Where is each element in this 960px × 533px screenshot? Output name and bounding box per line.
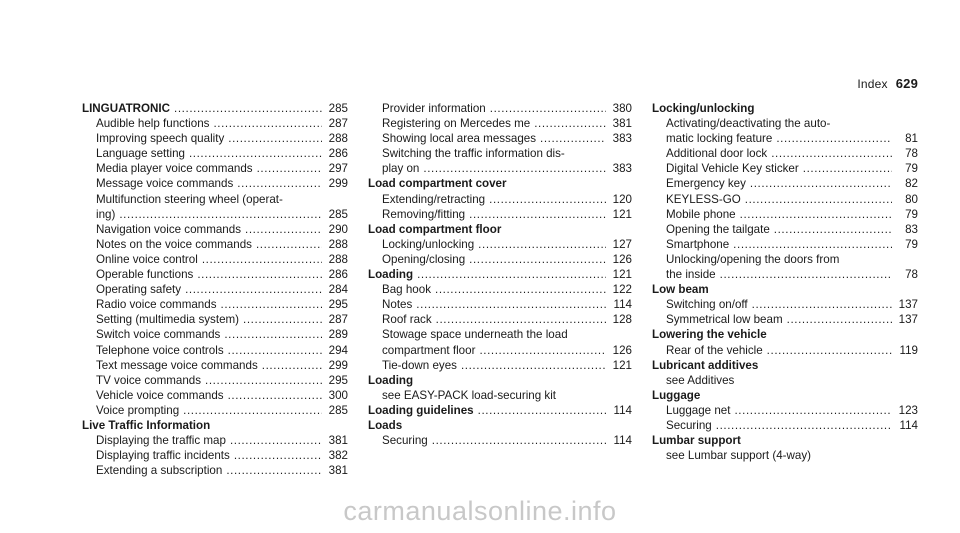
- dot-leader: [226, 463, 322, 478]
- entry-text: Showing local area messages: [382, 132, 537, 146]
- dot-leader: [479, 343, 606, 358]
- entry-page-number: 383: [612, 162, 632, 176]
- entry-page-number: 122: [612, 283, 632, 297]
- index-heading: [368, 373, 632, 388]
- entry-page-number: 286: [328, 147, 348, 161]
- index-entry: [82, 312, 348, 327]
- entry-text: Operable functions: [96, 268, 194, 282]
- entry-text: Media player voice commands: [96, 162, 253, 176]
- index-entry: [368, 297, 632, 312]
- entry-page-number: 383: [612, 132, 632, 146]
- entry-text: see Lumbar support (4-way): [666, 449, 811, 463]
- entry-text: play on: [382, 162, 420, 176]
- dot-leader: [228, 343, 322, 358]
- index-entry: [82, 207, 348, 222]
- dot-leader: [205, 373, 322, 388]
- entry-page-number: 288: [328, 132, 348, 146]
- entry-page-number: 79: [905, 162, 918, 176]
- header-title: Index: [857, 77, 888, 91]
- entry-text: Low beam: [652, 283, 709, 297]
- entry-text: Smartphone: [666, 237, 730, 251]
- index-heading: [82, 101, 348, 116]
- entry-text: Live Traffic Information: [82, 418, 211, 432]
- index-entry: [652, 403, 918, 418]
- index-entry: [652, 237, 918, 252]
- entry-text: Audible help functions: [96, 117, 210, 131]
- entry-page-number: 381: [612, 117, 632, 131]
- index-heading: [652, 101, 918, 116]
- dot-leader: [734, 403, 892, 418]
- index-column-2: [368, 101, 632, 448]
- entry-page-number: 285: [328, 403, 348, 417]
- index-heading: [652, 358, 918, 373]
- index-entry: [652, 267, 918, 282]
- entry-page-number: 297: [328, 162, 348, 176]
- dot-leader: [417, 267, 606, 282]
- index-heading: [652, 327, 918, 342]
- dot-leader: [489, 192, 606, 207]
- index-entry: [368, 433, 632, 448]
- index-entry: [368, 388, 632, 403]
- dot-leader: [771, 146, 892, 161]
- entry-text: Online voice control: [96, 252, 198, 266]
- dot-leader: [461, 358, 606, 373]
- dot-leader: [213, 116, 322, 131]
- entry-text: compartment floor: [382, 343, 476, 357]
- entry-text: Switching on/off: [666, 298, 748, 312]
- entry-text: Luggage net: [666, 403, 731, 417]
- dot-leader: [262, 358, 322, 373]
- entry-page-number: 126: [612, 343, 632, 357]
- entry-text: Rear of the vehicle: [666, 343, 763, 357]
- entry-text: Opening the tailgate: [666, 222, 770, 236]
- index-entry: [368, 161, 632, 176]
- entry-text: Bag hook: [382, 283, 431, 297]
- entry-page-number: 287: [328, 313, 348, 327]
- index-entry: [82, 403, 348, 418]
- entry-text: Loads: [368, 418, 403, 432]
- dot-leader: [469, 207, 606, 222]
- dot-leader: [478, 403, 606, 418]
- dot-leader: [119, 207, 322, 222]
- entry-page-number: 288: [328, 252, 348, 266]
- entry-text: Opening/closing: [382, 252, 466, 266]
- index-entry: [368, 282, 632, 297]
- dot-leader: [767, 343, 892, 358]
- index-entry: [368, 237, 632, 252]
- dot-leader: [257, 161, 322, 176]
- entry-page-number: 381: [328, 434, 348, 448]
- entry-text: Load compartment floor: [368, 222, 502, 236]
- index-entry: [368, 146, 632, 161]
- entry-page-number: 78: [905, 147, 918, 161]
- entry-text: Text message voice commands: [96, 358, 258, 372]
- index-entry: [82, 161, 348, 176]
- entry-text: Lubricant additives: [652, 358, 759, 372]
- entry-text: Lumbar support: [652, 434, 741, 448]
- index-entry: [652, 222, 918, 237]
- dot-leader: [803, 161, 892, 176]
- entry-page-number: 300: [328, 388, 348, 402]
- entry-text: Removing/fitting: [382, 207, 466, 221]
- dot-leader: [752, 297, 892, 312]
- watermark-text: carmanualsonline.info: [343, 496, 617, 526]
- entry-text: LINGUATRONIC: [82, 102, 171, 115]
- index-entry: [82, 222, 348, 237]
- entry-text: matic locking feature: [666, 132, 773, 146]
- dot-leader: [435, 282, 606, 297]
- index-entry: [368, 116, 632, 131]
- entry-text: ing): [96, 207, 116, 221]
- index-entry: [82, 131, 348, 146]
- entry-text: Securing: [382, 434, 428, 448]
- entry-text: Stowage space underneath the load: [382, 328, 568, 342]
- dot-leader: [234, 448, 322, 463]
- dot-leader: [432, 433, 606, 448]
- index-entry: [368, 327, 632, 342]
- dot-leader: [256, 237, 322, 252]
- entry-text: Switch voice commands: [96, 328, 221, 342]
- entry-text: Displaying the traffic map: [96, 434, 226, 448]
- index-heading: [82, 418, 348, 433]
- index-column-3: [652, 101, 918, 463]
- entry-page-number: 299: [328, 177, 348, 191]
- entry-page-number: 80: [905, 192, 918, 206]
- dot-leader: [720, 267, 892, 282]
- entry-page-number: 83: [905, 222, 918, 236]
- entry-text: Message voice commands: [96, 177, 234, 191]
- entry-page-number: 114: [899, 418, 918, 432]
- dot-leader: [423, 161, 606, 176]
- dot-leader: [221, 297, 322, 312]
- index-entry: [652, 297, 918, 312]
- dot-leader: [202, 252, 322, 267]
- dot-leader: [469, 252, 606, 267]
- index-entry: [652, 176, 918, 191]
- entry-page-number: 284: [328, 283, 348, 297]
- index-entry: [82, 327, 348, 342]
- dot-leader: [733, 237, 892, 252]
- entry-page-number: 114: [613, 403, 632, 417]
- entry-text: Voice prompting: [96, 403, 180, 417]
- entry-text: Securing: [666, 418, 712, 432]
- entry-text: Mobile phone: [666, 207, 736, 221]
- index-entry: [82, 433, 348, 448]
- dot-leader: [183, 403, 322, 418]
- dot-leader: [774, 222, 892, 237]
- entry-text: Loading: [368, 268, 414, 282]
- entry-text: Registering on Mercedes me: [382, 117, 531, 131]
- entry-page-number: 79: [905, 207, 918, 221]
- dot-leader: [776, 131, 892, 146]
- dot-leader: [716, 418, 892, 433]
- index-entry: [82, 237, 348, 252]
- entry-text: Extending a subscription: [96, 464, 223, 478]
- index-entry: [82, 463, 348, 478]
- dot-leader: [540, 131, 606, 146]
- index-column-1: [82, 101, 348, 478]
- entry-text: Multifunction steering wheel (operat-: [96, 192, 283, 206]
- dot-leader: [189, 146, 322, 161]
- page-number: 629: [895, 76, 918, 91]
- entry-text: Notes: [382, 298, 413, 312]
- entry-page-number: 285: [328, 102, 348, 115]
- dot-leader: [174, 101, 322, 116]
- index-entry: [82, 192, 348, 207]
- index-entry: [82, 343, 348, 358]
- entry-page-number: 381: [328, 464, 348, 478]
- dot-leader: [416, 297, 606, 312]
- dot-leader: [224, 327, 322, 342]
- entry-text: Loading: [368, 373, 414, 387]
- dot-leader: [436, 312, 606, 327]
- dot-leader: [787, 312, 892, 327]
- entry-text: Activating/deactivating the auto-: [666, 117, 831, 131]
- dot-leader: [237, 176, 322, 191]
- entry-text: see Additives: [666, 373, 735, 387]
- entry-page-number: 295: [328, 373, 348, 387]
- entry-page-number: 121: [612, 268, 632, 282]
- entry-text: Unlocking/opening the doors from: [666, 252, 840, 266]
- index-entry: [368, 131, 632, 146]
- index-entry: [82, 448, 348, 463]
- entry-text: Switching the traffic information dis-: [382, 147, 565, 161]
- index-entry: [82, 116, 348, 131]
- index-entry: [652, 161, 918, 176]
- entry-page-number: 290: [328, 222, 348, 236]
- entry-text: Operating safety: [96, 283, 182, 297]
- dot-leader: [185, 282, 322, 297]
- entry-page-number: 380: [612, 102, 632, 115]
- index-entry: [82, 388, 348, 403]
- entry-text: Setting (multimedia system): [96, 313, 240, 327]
- dot-leader: [745, 192, 892, 207]
- index-entry: [652, 373, 918, 388]
- index-entry: [82, 146, 348, 161]
- entry-text: Loading guidelines: [368, 403, 474, 417]
- index-heading: [368, 403, 632, 418]
- entry-page-number: 288: [328, 237, 348, 251]
- entry-page-number: 120: [612, 192, 632, 206]
- entry-text: Telephone voice controls: [96, 343, 224, 357]
- index-heading: [652, 388, 918, 403]
- entry-text: Language setting: [96, 147, 185, 161]
- entry-text: see EASY-PACK load-securing kit: [382, 388, 556, 402]
- entry-page-number: 128: [612, 313, 632, 327]
- entry-page-number: 114: [613, 298, 632, 312]
- index-entry: [368, 252, 632, 267]
- dot-leader: [534, 116, 606, 131]
- index-entry: [82, 358, 348, 373]
- entry-page-number: 382: [328, 449, 348, 463]
- entry-text: Vehicle voice commands: [96, 388, 224, 402]
- index-heading: [368, 222, 632, 237]
- index-entry: [82, 297, 348, 312]
- entry-text: Symmetrical low beam: [666, 313, 783, 327]
- entry-page-number: 121: [612, 358, 632, 372]
- entry-page-number: 285: [328, 207, 348, 221]
- index-entry: [368, 312, 632, 327]
- entry-page-number: 287: [328, 117, 348, 131]
- entry-page-number: 123: [898, 403, 918, 417]
- index-entry: [82, 176, 348, 191]
- entry-text: Roof rack: [382, 313, 432, 327]
- entry-text: Extending/retracting: [382, 192, 486, 206]
- entry-page-number: 81: [905, 132, 918, 146]
- entry-page-number: 299: [328, 358, 348, 372]
- entry-text: Navigation voice commands: [96, 222, 241, 236]
- entry-text: Notes on the voice commands: [96, 237, 252, 251]
- entry-page-number: 286: [328, 268, 348, 282]
- index-entry: [82, 373, 348, 388]
- index-entry: [652, 116, 918, 131]
- entry-text: Locking/unlocking: [652, 102, 755, 115]
- entry-page-number: 137: [898, 313, 918, 327]
- index-entry: [652, 192, 918, 207]
- entry-text: Luggage: [652, 388, 701, 402]
- index-entry: [82, 252, 348, 267]
- index-heading: [652, 433, 918, 448]
- index-heading: [368, 418, 632, 433]
- dot-leader: [230, 433, 322, 448]
- entry-text: Improving speech quality: [96, 132, 225, 146]
- entry-text: Additional door lock: [666, 147, 768, 161]
- index-entry: [652, 343, 918, 358]
- entry-text: Lowering the vehicle: [652, 328, 767, 342]
- entry-page-number: 137: [898, 298, 918, 312]
- index-entry: [368, 192, 632, 207]
- entry-text: Provider information: [382, 102, 486, 115]
- dot-leader: [228, 131, 322, 146]
- index-entry: [368, 343, 632, 358]
- index-entry: [652, 448, 918, 463]
- entry-page-number: 121: [612, 207, 632, 221]
- index-entry: [368, 101, 632, 116]
- index-heading: [368, 267, 632, 282]
- index-entry: [368, 207, 632, 222]
- entry-page-number: 78: [905, 268, 918, 282]
- entry-text: Radio voice commands: [96, 298, 217, 312]
- entry-text: KEYLESS-GO: [666, 192, 741, 206]
- dot-leader: [478, 237, 606, 252]
- entry-text: Digital Vehicle Key sticker: [666, 162, 799, 176]
- index-entry: [368, 358, 632, 373]
- entry-page-number: 114: [613, 434, 632, 448]
- entry-text: TV voice commands: [96, 373, 202, 387]
- entry-page-number: 79: [905, 237, 918, 251]
- dot-leader: [197, 267, 322, 282]
- entry-page-number: 82: [905, 177, 918, 191]
- dot-leader: [228, 388, 322, 403]
- index-entry: [652, 207, 918, 222]
- index-entry: [652, 131, 918, 146]
- index-entry: [652, 312, 918, 327]
- index-entry: [652, 146, 918, 161]
- entry-page-number: 119: [899, 343, 918, 357]
- dot-leader: [245, 222, 322, 237]
- dot-leader: [740, 207, 892, 222]
- index-heading: [652, 282, 918, 297]
- entry-page-number: 126: [612, 252, 632, 266]
- index-entry: [652, 418, 918, 433]
- entry-text: the inside: [666, 268, 716, 282]
- entry-page-number: 294: [328, 343, 348, 357]
- entry-text: Locking/unlocking: [382, 237, 475, 251]
- dot-leader: [750, 176, 892, 191]
- entry-text: Displaying traffic incidents: [96, 449, 230, 463]
- dot-leader: [243, 312, 322, 327]
- entry-text: Emergency key: [666, 177, 746, 191]
- index-entry: [82, 267, 348, 282]
- index-heading: [368, 176, 632, 191]
- entry-page-number: 127: [612, 237, 632, 251]
- index-entry: [82, 282, 348, 297]
- entry-page-number: 295: [328, 298, 348, 312]
- entry-page-number: 289: [328, 328, 348, 342]
- entry-text: Tie-down eyes: [382, 358, 457, 372]
- entry-text: Load compartment cover: [368, 177, 507, 191]
- dot-leader: [490, 101, 606, 116]
- index-entry: [652, 252, 918, 267]
- page-header: [857, 76, 918, 91]
